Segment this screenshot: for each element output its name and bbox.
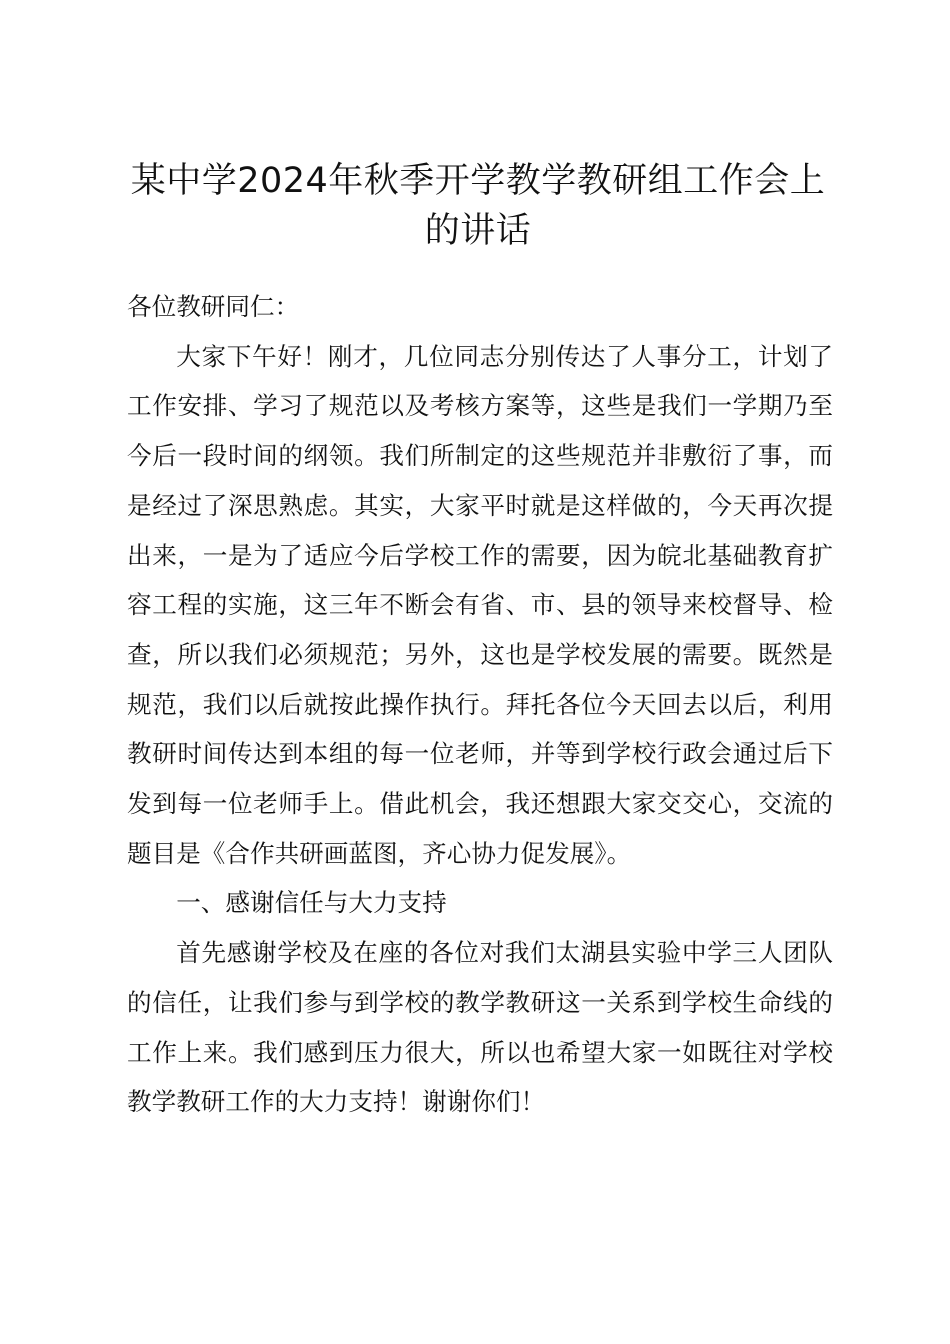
paragraph-thanks: 首先感谢学校及在座的各位对我们太湖县实验中学三人团队的信任，让我们参与到学校的教学教研这一关系到学校生命线的工作上来。我们感到压力很大，所以也希望大家一如既往对学校教学教研工作的大力支持！谢谢你们！: [127, 938, 833, 1117]
document-title: 某中学2024年秋季开学教学教研组工作会上的讲话: [130, 161, 826, 251]
paragraph-opening: 大家下午好！刚才，几位同志分别传达了人事分工，计划了工作安排、学习了规范以及考核方案等，这些是我们一学期乃至今后一段时间的纲领。我们所制定的这些规范并非敷衍了事，而是经过了深思熟虑。其实，大家平时就是这样做的，今天再次提出来，一是为了适应今后学校工作的需要，因为皖北基础教育扩容工程的实施，这三年不断会有省、市、县的领导来校督导、检查，所以我们必须规范；另外，这也是学校发展的需要。既然是规范，我们以后就按此操作执行。拜托各位今天回去以后，利用教研时间传达到本组的每一位老师，并等到学校行政会通过后下发到每一位老师手上。借此机会，我还想跟大家交交心，交流的题目是《合作共研画蓝图，齐心协力促发展》。: [127, 341, 833, 868]
document-body: [127, 282, 833, 1127]
section-heading: 一、感谢信任与大力支持: [176, 888, 447, 918]
salutation: 各位教研同仁：: [127, 292, 300, 321]
